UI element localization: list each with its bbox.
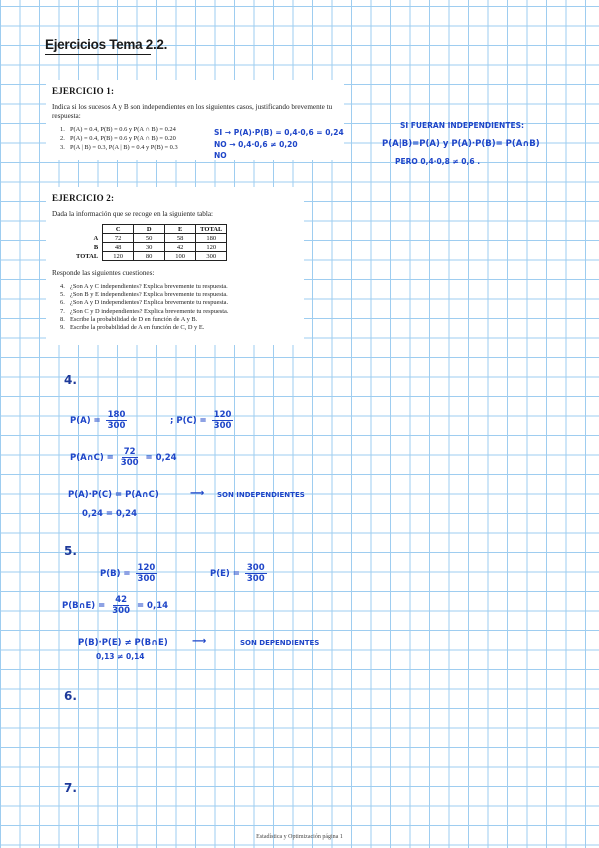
answer-number-5: 5. xyxy=(64,544,77,558)
list-item: 2. P(A) = 0.4, P(B) = 0.6 y P(A ∩ B) = 0.20 xyxy=(60,134,176,142)
list-item: 6. ¿Son A y D independientes? Explica brevemente tu respuesta. xyxy=(60,299,229,307)
table-cell: 42 xyxy=(165,243,196,252)
prob-a-intersect-c: P(A∩C) = $\frac{72}{300}$ = 0,24 xyxy=(70,447,177,468)
row-label: A xyxy=(72,234,103,243)
conclusion-5: SON DEPENDIENTES xyxy=(240,639,320,647)
table-header: E xyxy=(165,225,196,234)
questions-intro: Responde las siguientes cuestiones: xyxy=(52,269,155,277)
conclusion-4: SON INDEPENDIENTES xyxy=(217,491,305,499)
table-cell: 48 xyxy=(103,243,134,252)
values-4: 0,24 = 0,24 xyxy=(82,509,137,519)
side-note-2: P(A|B)=P(A) y P(A)·P(B)= P(A∩B) xyxy=(382,139,540,149)
table-header: TOTAL xyxy=(196,225,227,234)
table-row xyxy=(72,234,227,243)
page-title: Ejercicios Tema 2.2. xyxy=(45,37,168,52)
table-cell: 120 xyxy=(196,243,227,252)
side-note-3: PERO 0,4·0,8 ≠ 0,6 . xyxy=(395,157,481,166)
table-cell: 50 xyxy=(134,234,165,243)
table-cell: 180 xyxy=(196,234,227,243)
list-item: 5. ¿Son B y E independientes? Explica brevemente tu respuesta. xyxy=(60,291,228,299)
table-cell: 72 xyxy=(103,234,134,243)
exercise-2-questions xyxy=(60,283,304,332)
table-cell: 300 xyxy=(196,252,227,261)
table-cell: 100 xyxy=(165,252,196,261)
list-item: 7. ¿Son C y D independientes? Explica brevemente tu respuesta. xyxy=(60,307,229,315)
arrow-icon: ⟶ xyxy=(190,488,205,499)
title-underline xyxy=(45,54,151,55)
list-item: 9. Escribe la probabilidad de A en función de C, D y E. xyxy=(60,324,205,332)
list-item: 3. P(A | B) = 0.3, P(A | B) = 0.4 y P(B) = 0.3 xyxy=(60,143,178,151)
exercise-1-heading: EJERCICIO 1: xyxy=(52,86,115,96)
list-item: 1. P(A) = 0.4, P(B) = 0.6 y P(A ∩ B) = 0.24 xyxy=(60,126,176,133)
exercise-1-intro: Indica si los sucesos A y B son independientes en los siguientes casos, justificando brevemente tu respuesta: xyxy=(52,103,333,120)
contingency-table xyxy=(72,224,227,261)
exercise-2-heading: EJERCICIO 2: xyxy=(52,193,115,203)
prob-b: P(B) = $\frac{120}{300}$ xyxy=(100,563,156,584)
handwritten-answer-2: NO → 0,4·0,6 ≠ 0,20 xyxy=(214,140,298,149)
page-footer: Estadística y Optimización página 1 xyxy=(256,834,343,840)
exercise-2-intro: Dada la información que se recoge en la siguiente tabla: xyxy=(52,210,214,218)
table-header-row xyxy=(72,225,227,234)
row-label: B xyxy=(72,243,103,252)
table-cell: 120 xyxy=(103,252,134,261)
answer-number-6: 6. xyxy=(64,689,77,703)
prob-b-intersect-e: P(B∩E) = $\frac{42}{300}$ = 0,14 xyxy=(62,595,169,616)
exercise-1-box xyxy=(46,80,344,160)
table-cell: 58 xyxy=(165,234,196,243)
handwritten-answer-3: NO xyxy=(214,151,227,160)
list-item: 4. ¿Son A y C independientes? Explica brevemente tu respuesta. xyxy=(60,283,228,290)
answer-number-7: 7. xyxy=(64,781,77,795)
list-item: 8. Escribe la probabilidad de D en función de A y B. xyxy=(60,315,198,323)
table-cell: 80 xyxy=(134,252,165,261)
table-row xyxy=(72,243,227,252)
independence-check-4: P(A)·P(C) = P(A∩C) xyxy=(68,490,159,500)
prob-c: ; P(C) = $\frac{120}{300}$ xyxy=(170,410,232,431)
arrow-icon: ⟶ xyxy=(192,636,207,647)
prob-e: P(E) = $\frac{300}{300}$ xyxy=(210,563,265,584)
exercise-2-box xyxy=(46,187,304,345)
table-row xyxy=(72,252,227,261)
table-cell: 30 xyxy=(134,243,165,252)
independence-check-5: P(B)·P(E) ≠ P(B∩E) xyxy=(78,638,168,648)
table-header: C xyxy=(103,225,134,234)
handwritten-answer-1: SI → P(A)·P(B) = 0,4·0,6 = 0,24 xyxy=(214,128,344,137)
side-note-1: SI FUERAN INDEPENDIENTES: xyxy=(400,121,524,130)
table-header: D xyxy=(134,225,165,234)
answer-number-4: 4. xyxy=(64,373,77,387)
values-5: 0,13 ≠ 0,14 xyxy=(96,652,145,661)
row-label: TOTAL xyxy=(72,252,103,261)
prob-a: P(A) = $\frac{180}{300}$ xyxy=(70,410,126,431)
